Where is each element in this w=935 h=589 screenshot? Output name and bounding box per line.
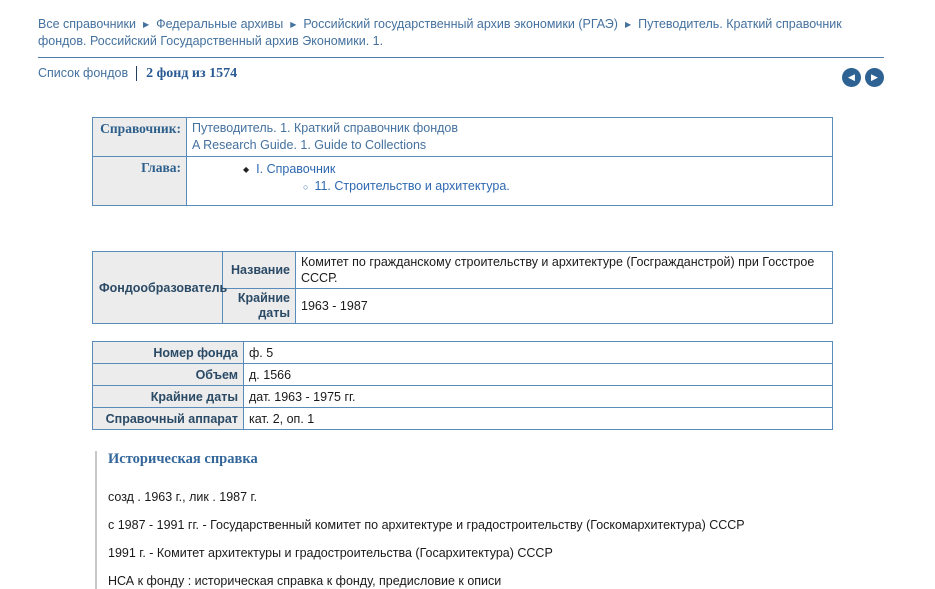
- breadcrumb-arrow-icon: ▶: [290, 20, 297, 29]
- table-row: [93, 408, 833, 430]
- volume-value: д. 1566: [244, 364, 833, 386]
- volume-label: Объем: [93, 364, 244, 386]
- chapter-level2-link[interactable]: 11. Строительство и архитектура.: [314, 179, 510, 193]
- historical-note-section: [95, 451, 828, 589]
- creator-table: [92, 251, 833, 324]
- fond-number-value: ф. 5: [244, 342, 833, 364]
- dates-label: Крайние даты: [93, 386, 244, 408]
- table-row: [93, 386, 833, 408]
- pagination-arrows: [838, 68, 884, 87]
- dates-value: дат. 1963 - 1975 гг.: [244, 386, 833, 408]
- guide-link-en[interactable]: A Research Guide. 1. Guide to Collections: [192, 138, 427, 152]
- bullet-diamond-icon: ◆: [243, 165, 250, 174]
- chapter-label: Глава:: [93, 157, 187, 206]
- chapter-level1-link[interactable]: I. Справочник: [256, 162, 336, 176]
- breadcrumb-link-all-guides[interactable]: Все справочники: [38, 17, 136, 31]
- guide-table: [92, 117, 833, 206]
- breadcrumb-link-federal-archives[interactable]: Федеральные архивы: [156, 17, 284, 31]
- fond-number-label: Номер фонда: [93, 342, 244, 364]
- guide-link-ru[interactable]: Путеводитель. 1. Краткий справочник фондов: [192, 121, 459, 135]
- fond-table: [92, 341, 833, 430]
- breadcrumb: [38, 0, 884, 58]
- table-row: [93, 252, 833, 289]
- historical-note-title: Историческая справка: [108, 451, 258, 467]
- bullet-circle-icon: ○: [303, 182, 309, 192]
- historical-note-paragraph: с 1987 - 1991 гг. - Государственный комитет по архитектуре и градостроительству (Госкомархитектура) СССР: [108, 518, 745, 532]
- table-row: [93, 157, 833, 206]
- creator-label: Фондообразователь: [93, 252, 223, 324]
- historical-note-paragraph: 1991 г. - Комитет архитектуры и градостроительства (Госархитектура) СССР: [108, 546, 553, 560]
- toolbar: [38, 66, 884, 90]
- creator-dates-label: Крайние даты: [223, 289, 296, 324]
- table-row: [93, 364, 833, 386]
- guide-value-cell: [187, 118, 833, 157]
- reference-apparatus-label: Справочный аппарат: [93, 408, 244, 430]
- previous-fond-button[interactable]: ◀: [842, 68, 861, 87]
- historical-note-paragraph: НСА к фонду : историческая справка к фонду, предисловие к описи: [108, 574, 502, 588]
- reference-apparatus-value: кат. 2, оп. 1: [244, 408, 833, 430]
- creator-dates-value: 1963 - 1987: [296, 289, 833, 324]
- fond-position-counter: 2 фонд из 1574: [136, 66, 237, 81]
- next-fond-button[interactable]: ▶: [865, 68, 884, 87]
- name-label: Название: [223, 252, 296, 289]
- historical-note-paragraph: созд . 1963 г., лик . 1987 г.: [108, 490, 258, 504]
- breadcrumb-arrow-icon: ▶: [624, 20, 632, 29]
- guide-label: Справочник:: [93, 118, 187, 157]
- name-value: Комитет по гражданскому строительству и архитектуре (Госгражданстрой) при Госстрое СССР.: [296, 252, 833, 289]
- table-row: [93, 118, 833, 157]
- table-row: [93, 342, 833, 364]
- fond-list-link[interactable]: Список фондов: [38, 66, 129, 80]
- breadcrumb-link-rgae[interactable]: Российский государственный архив экономики (РГАЭ): [303, 17, 618, 31]
- breadcrumb-arrow-icon: ▶: [142, 20, 150, 29]
- chapter-value-cell: [187, 157, 833, 206]
- breadcrumb-current-page: Путеводитель. Краткий справочник фондов. Российский Государственный архив Экономики. 1.: [38, 17, 842, 48]
